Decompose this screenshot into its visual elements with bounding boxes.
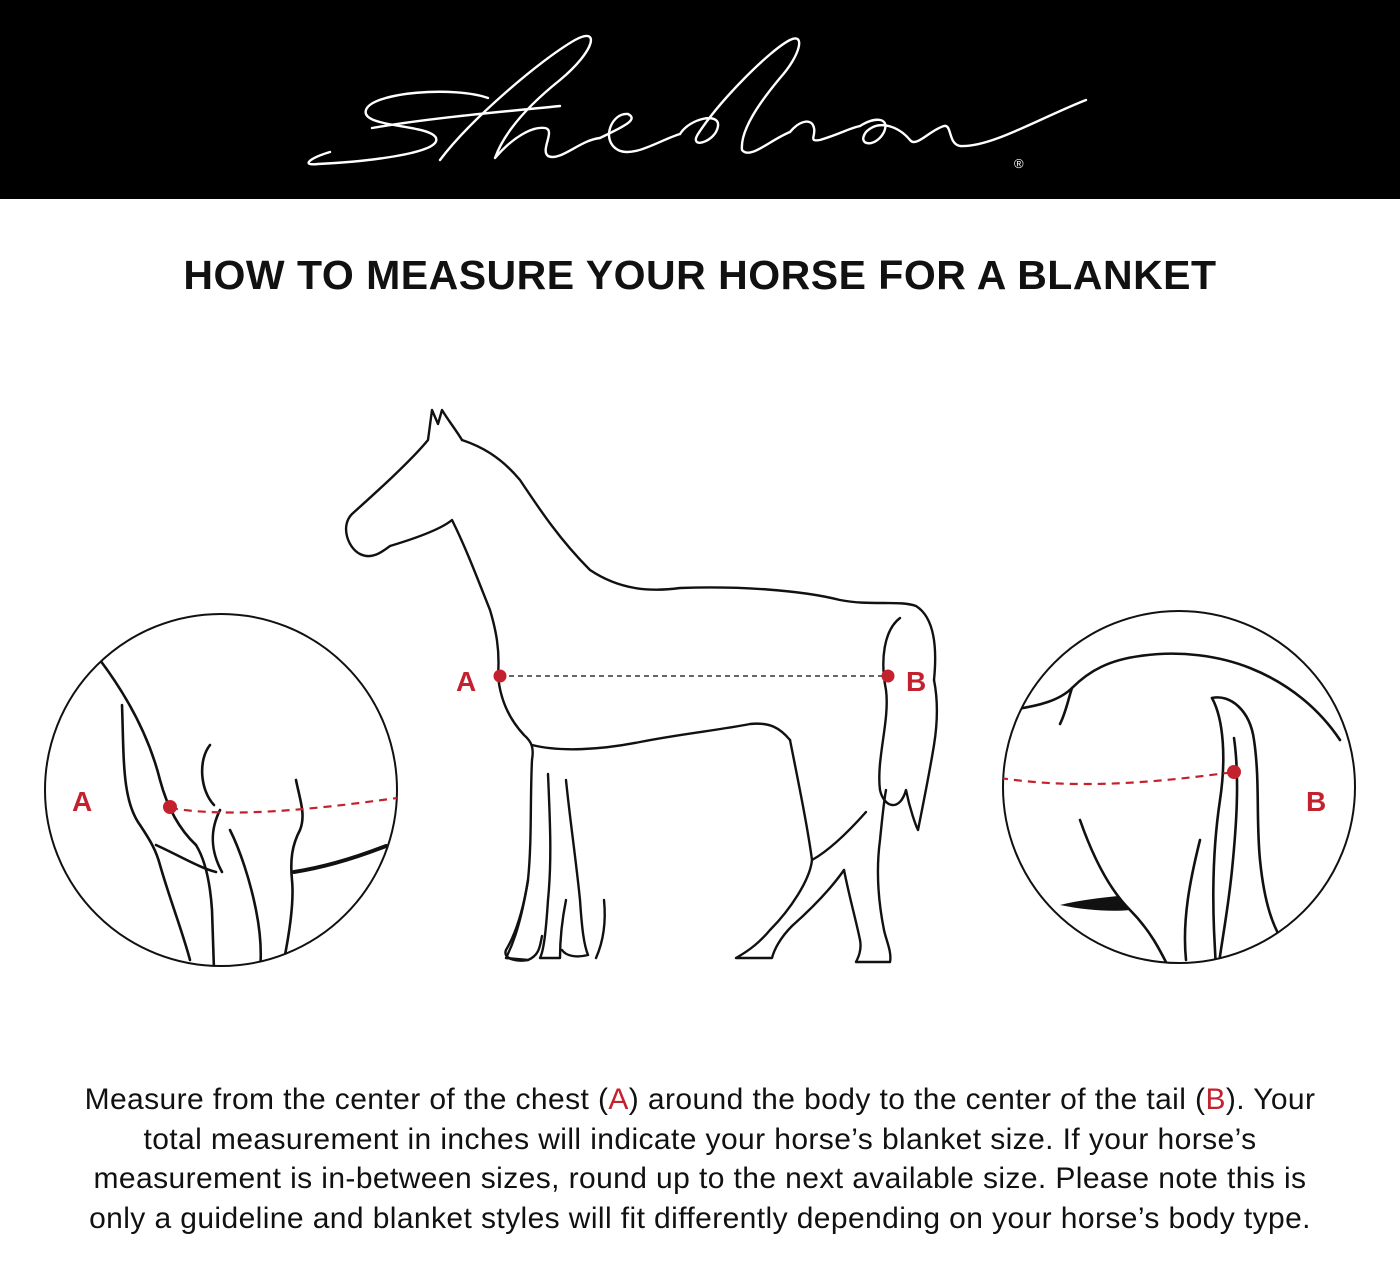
chest-detail-circle (45, 614, 397, 970)
page-title: HOW TO MEASURE YOUR HORSE FOR A BLANKET (183, 252, 1217, 298)
point-b-label: B (906, 666, 927, 697)
point-a-marker (494, 670, 507, 683)
instructions-part-3: ). Your total measurement in inches will indicate your horse’s blanket size. If your horse’s measurement is in-between sizes, round up to the next available size. Please note this is only a guideline and blanket styles will fit differently depending on your horse’s body type. (89, 1083, 1316, 1235)
left-detail-label: A (72, 786, 93, 817)
chest-point-marker (163, 800, 177, 814)
tail-point-marker (1227, 765, 1241, 779)
instructions-part-1: Measure from the center of the chest ( (84, 1083, 609, 1116)
right-detail-label: B (1306, 786, 1327, 817)
point-a-label: A (456, 666, 477, 697)
horse-outline (346, 410, 937, 962)
instructions-part-2: ) around the body to the center of the tail ( (628, 1083, 1206, 1116)
measurement-diagram (0, 390, 1400, 1010)
brand-logo (0, 0, 1400, 199)
instructions-marker-a: A (608, 1083, 629, 1116)
instructions-marker-b: B (1205, 1083, 1226, 1116)
instructions-text (70, 1080, 1330, 1238)
tail-detail-circle (1000, 611, 1355, 970)
point-b-marker (882, 670, 895, 683)
registered-mark: ® (1014, 156, 1024, 171)
